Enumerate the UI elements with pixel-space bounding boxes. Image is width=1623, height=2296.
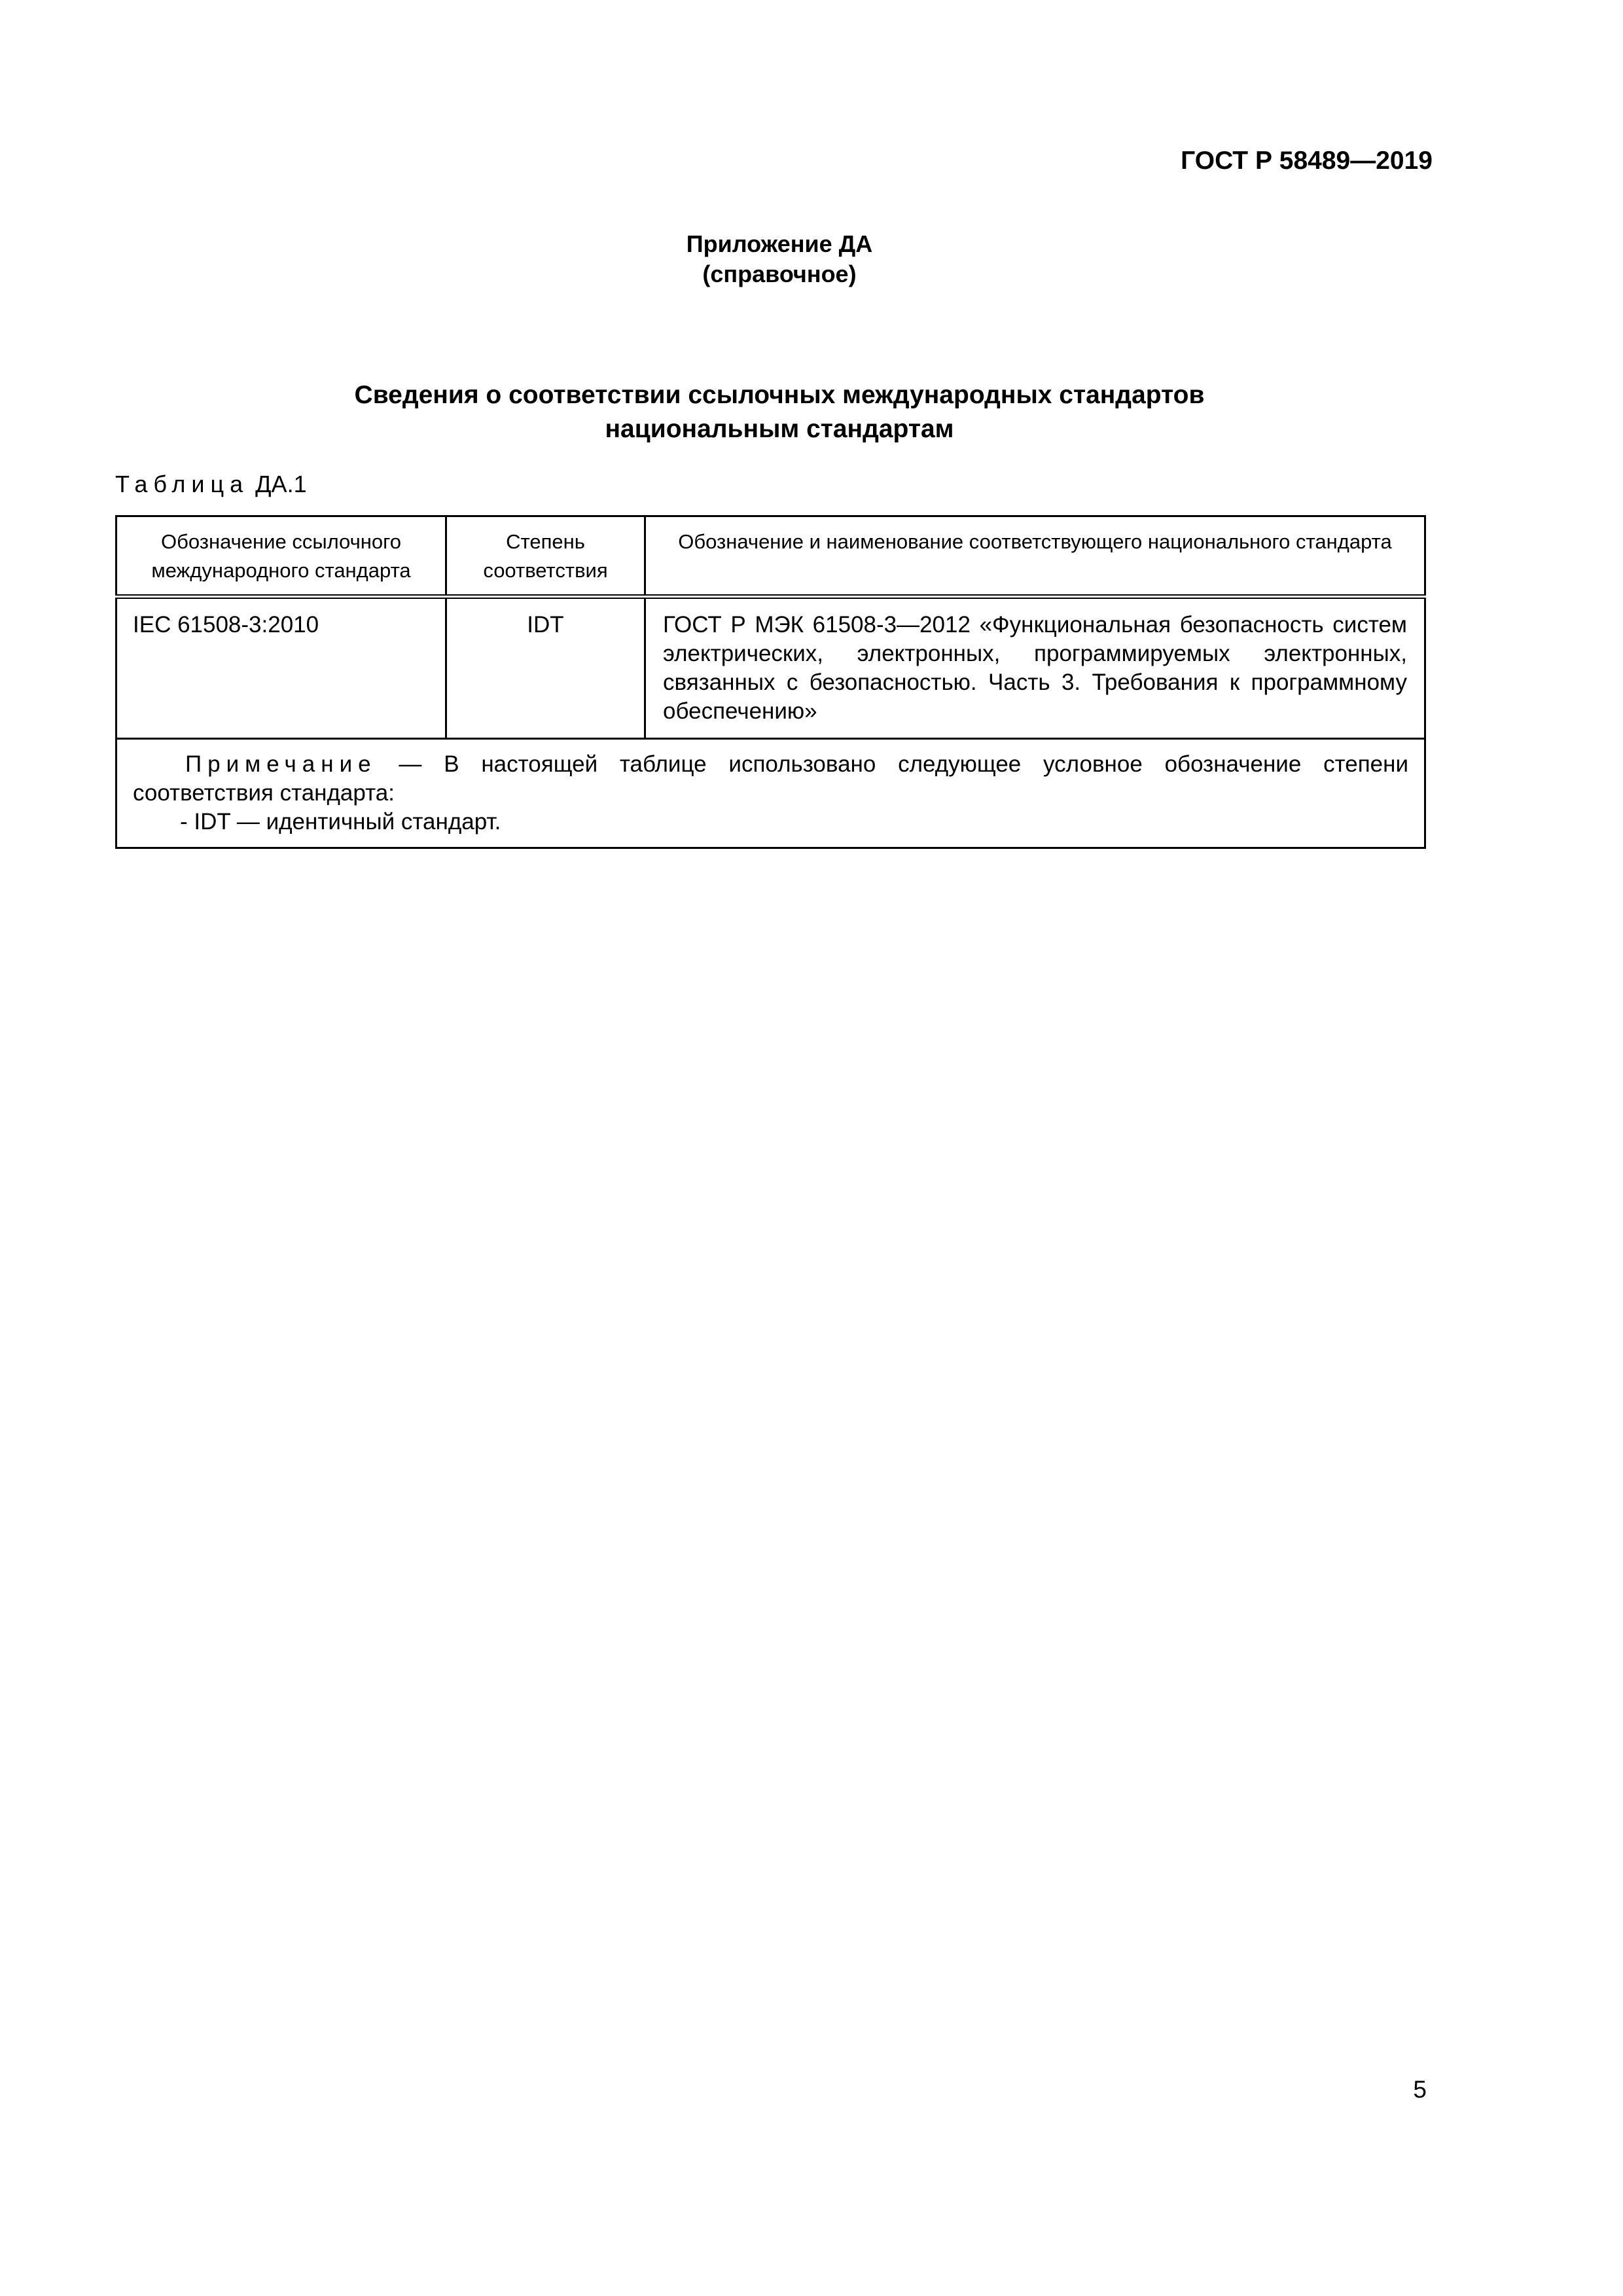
section-title-line1: Сведения о соответствии ссылочных международных стандартов xyxy=(354,381,1205,409)
note-text: — В настоящей таблице использовано следующее условное обозначение степени соответствия стандарта: xyxy=(133,751,1408,806)
header-national-standard: Обозначение и наименование соответствующего национального стандарта xyxy=(645,516,1425,597)
table-row xyxy=(116,597,1425,739)
note-label: Примечание xyxy=(185,751,377,777)
cell-degree: IDT xyxy=(446,597,645,739)
section-heading xyxy=(0,378,1559,446)
cell-reference-standard: IEC 61508-3:2010 xyxy=(116,597,446,739)
page-number: 5 xyxy=(1413,2076,1427,2103)
header-degree: Степень соответствия xyxy=(446,516,645,597)
table-header-row xyxy=(116,516,1425,597)
table-caption-number: ДА.1 xyxy=(255,471,307,497)
table-caption-label: Таблица xyxy=(115,471,249,497)
table-note xyxy=(116,739,1425,848)
note-list-item: - IDT — идентичный стандарт. xyxy=(180,809,501,834)
table-caption xyxy=(115,470,307,498)
section-title-line2: национальным стандартам xyxy=(605,415,954,443)
appendix-title: Приложение ДА xyxy=(686,230,873,257)
table-note-row xyxy=(116,739,1425,848)
appendix-heading xyxy=(0,229,1559,289)
note-paragraph xyxy=(133,750,1408,808)
appendix-subtitle: (справочное) xyxy=(702,260,857,287)
cell-national-standard: ГОСТ Р МЭК 61508-3—2012 «Функциональная безопасность систем электрических, электронных, программируемых электронных, связанных с безопасностью. Часть 3. Требования к программному обеспечению» xyxy=(645,597,1425,739)
document-code: ГОСТ Р 58489—2019 xyxy=(1181,147,1433,175)
header-reference-standard: Обозначение ссылочного международного стандарта xyxy=(116,516,446,597)
correspondence-table xyxy=(115,515,1426,849)
